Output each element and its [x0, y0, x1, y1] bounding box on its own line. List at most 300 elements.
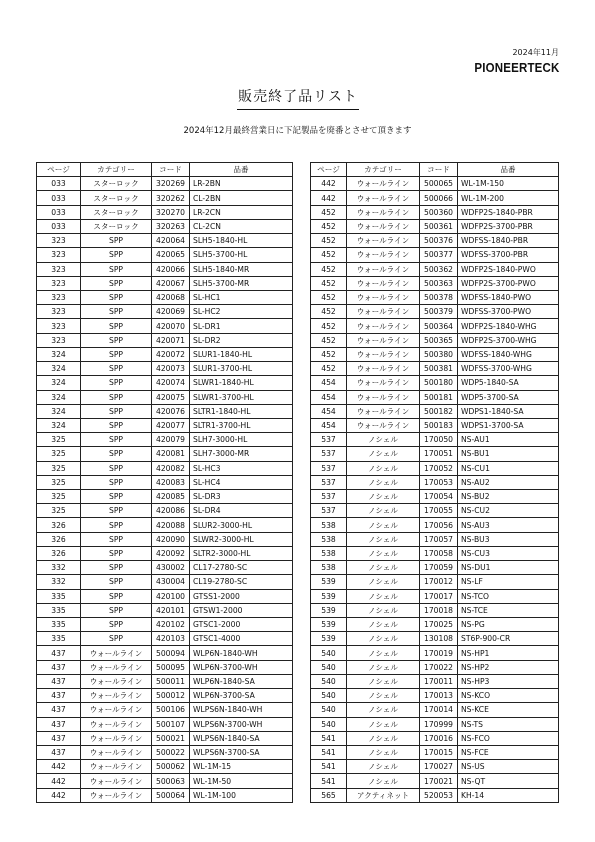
cell-category: ウォールライン: [81, 703, 152, 717]
cell-part-number: WDFP2S-1840-PBR: [458, 205, 559, 219]
cell-part-number: SLTR2-3000-HL: [190, 546, 293, 560]
cell-code: 500376: [420, 234, 458, 248]
table-row: [37, 618, 293, 632]
cell-part-number: NS-BU3: [458, 532, 559, 546]
cell-page: 323: [37, 248, 81, 262]
cell-code: 170013: [420, 689, 458, 703]
cell-part-number: NS-TS: [458, 717, 559, 731]
cell-part-number: WDP5-1840-SA: [458, 376, 559, 390]
table-row: [311, 603, 559, 617]
cell-code: 420085: [152, 490, 190, 504]
cell-code: 500106: [152, 703, 190, 717]
cell-code: 420082: [152, 461, 190, 475]
cell-code: 420092: [152, 546, 190, 560]
cell-code: 420074: [152, 376, 190, 390]
cell-page: 442: [37, 788, 81, 802]
table-row: [311, 561, 559, 575]
cell-code: 320270: [152, 205, 190, 219]
cell-part-number: GTSW1-2000: [190, 603, 293, 617]
cell-category: ノシェル: [347, 660, 420, 674]
cell-code: 420103: [152, 632, 190, 646]
column-header-part-number: 品番: [458, 163, 559, 177]
cell-page: 540: [311, 717, 347, 731]
cell-part-number: WL-1M-100: [190, 788, 293, 802]
cell-code: 170021: [420, 774, 458, 788]
table-row: [37, 447, 293, 461]
cell-category: SPP: [81, 518, 152, 532]
cell-page: 452: [311, 205, 347, 219]
cell-part-number: NS-CU2: [458, 504, 559, 518]
cell-code: 170017: [420, 589, 458, 603]
cell-part-number: SLUR2-3000-HL: [190, 518, 293, 532]
cell-code: 170012: [420, 575, 458, 589]
table-row: [311, 191, 559, 205]
cell-part-number: GTSS1-2000: [190, 589, 293, 603]
cell-category: アクティネット: [347, 788, 420, 802]
cell-part-number: SL-HC2: [190, 305, 293, 319]
cell-code: 420102: [152, 618, 190, 632]
cell-code: 500362: [420, 262, 458, 276]
cell-code: 420076: [152, 404, 190, 418]
cell-part-number: NS-HP2: [458, 660, 559, 674]
cell-code: 170999: [420, 717, 458, 731]
cell-page: 326: [37, 532, 81, 546]
cell-page: 537: [311, 504, 347, 518]
table-row: [37, 276, 293, 290]
cell-category: SPP: [81, 248, 152, 262]
cell-part-number: NS-TCO: [458, 589, 559, 603]
column-header-category: カテゴリー: [347, 163, 420, 177]
cell-category: ノシェル: [347, 561, 420, 575]
cell-part-number: CL-2CN: [190, 219, 293, 233]
cell-page: 335: [37, 603, 81, 617]
cell-page: 335: [37, 618, 81, 632]
cell-category: ウォールライン: [347, 418, 420, 432]
cell-code: 420083: [152, 475, 190, 489]
cell-part-number: WLPS6N-3700-WH: [190, 717, 293, 731]
cell-category: ノシェル: [347, 717, 420, 731]
cell-code: 420066: [152, 262, 190, 276]
cell-category: スターロック: [81, 205, 152, 219]
cell-category: ウォールライン: [81, 646, 152, 660]
table-row: [311, 632, 559, 646]
cell-page: 537: [311, 461, 347, 475]
cell-part-number: NS-KCO: [458, 689, 559, 703]
cell-code: 500360: [420, 205, 458, 219]
cell-part-number: CL17-2780-SC: [190, 561, 293, 575]
cell-page: 324: [37, 418, 81, 432]
table-row: [311, 774, 559, 788]
cell-page: 452: [311, 276, 347, 290]
table-row: [37, 390, 293, 404]
cell-category: ノシェル: [347, 589, 420, 603]
table-row: [311, 461, 559, 475]
table-row: [37, 490, 293, 504]
table-row: [37, 376, 293, 390]
cell-part-number: NS-BU2: [458, 490, 559, 504]
table-row: [311, 418, 559, 432]
cell-code: 500365: [420, 333, 458, 347]
table-row: [37, 745, 293, 759]
cell-category: SPP: [81, 433, 152, 447]
cell-part-number: SLWR1-3700-HL: [190, 390, 293, 404]
cell-code: 500022: [152, 745, 190, 759]
cell-part-number: SLH5-3700-MR: [190, 276, 293, 290]
table-row: [311, 475, 559, 489]
cell-part-number: KH-14: [458, 788, 559, 802]
cell-part-number: NS-PG: [458, 618, 559, 632]
table-row: [37, 262, 293, 276]
cell-code: 420069: [152, 305, 190, 319]
cell-page: 452: [311, 234, 347, 248]
cell-category: ウォールライン: [347, 376, 420, 390]
table-row: [311, 745, 559, 759]
cell-code: 420068: [152, 290, 190, 304]
cell-page: 452: [311, 347, 347, 361]
cell-category: ウォールライン: [81, 717, 152, 731]
cell-code: 170050: [420, 433, 458, 447]
cell-code: 170055: [420, 504, 458, 518]
table-row: [37, 305, 293, 319]
cell-page: 538: [311, 546, 347, 560]
cell-code: 420075: [152, 390, 190, 404]
page-title: 販売終了品リスト: [237, 86, 359, 110]
cell-part-number: SLTR1-1840-HL: [190, 404, 293, 418]
cell-part-number: SLH7-3000-HL: [190, 433, 293, 447]
table-row: [311, 689, 559, 703]
cell-page: 452: [311, 305, 347, 319]
cell-category: ノシェル: [347, 546, 420, 560]
column-header-page: ページ: [37, 163, 81, 177]
cell-category: SPP: [81, 362, 152, 376]
cell-category: ノシェル: [347, 731, 420, 745]
cell-part-number: NS-BU1: [458, 447, 559, 461]
cell-page: 324: [37, 376, 81, 390]
cell-page: 332: [37, 561, 81, 575]
cell-page: 454: [311, 404, 347, 418]
cell-page: 452: [311, 333, 347, 347]
cell-code: 170016: [420, 731, 458, 745]
cell-part-number: WDP5-3700-SA: [458, 390, 559, 404]
cell-category: ウォールライン: [81, 788, 152, 802]
cell-part-number: WDFP2S-1840-PWO: [458, 262, 559, 276]
cell-code: 320262: [152, 191, 190, 205]
table-row: [37, 191, 293, 205]
cell-part-number: NS-CU3: [458, 546, 559, 560]
cell-page: 442: [311, 191, 347, 205]
table-row: [311, 660, 559, 674]
cell-page: 452: [311, 290, 347, 304]
table-row: [37, 234, 293, 248]
table-row: [311, 177, 559, 191]
table-header-row: [37, 163, 293, 177]
cell-part-number: WLP6N-1840-WH: [190, 646, 293, 660]
cell-part-number: NS-DU1: [458, 561, 559, 575]
cell-category: ウォールライン: [347, 177, 420, 191]
table-row: [37, 404, 293, 418]
cell-page: 033: [37, 191, 81, 205]
cell-part-number: SL-HC1: [190, 290, 293, 304]
cell-code: 170053: [420, 475, 458, 489]
table-row: [37, 646, 293, 660]
cell-code: 170015: [420, 745, 458, 759]
column-header-code: コード: [152, 163, 190, 177]
cell-page: 437: [37, 731, 81, 745]
cell-code: 420100: [152, 589, 190, 603]
cell-code: 420073: [152, 362, 190, 376]
cell-page: 540: [311, 646, 347, 660]
cell-category: ウォールライン: [347, 404, 420, 418]
cell-category: SPP: [81, 404, 152, 418]
cell-category: SPP: [81, 376, 152, 390]
cell-code: 500064: [152, 788, 190, 802]
cell-page: 323: [37, 262, 81, 276]
cell-page: 539: [311, 618, 347, 632]
cell-page: 540: [311, 689, 347, 703]
cell-code: 420090: [152, 532, 190, 546]
cell-category: ウォールライン: [347, 234, 420, 248]
table-row: [37, 475, 293, 489]
cell-page: 437: [37, 745, 81, 759]
cell-part-number: WLP6N-3700-WH: [190, 660, 293, 674]
cell-page: 538: [311, 518, 347, 532]
cell-category: SPP: [81, 305, 152, 319]
column-header-category: カテゴリー: [81, 163, 152, 177]
cell-page: 437: [37, 674, 81, 688]
cell-code: 170054: [420, 490, 458, 504]
cell-part-number: WLPS6N-1840-WH: [190, 703, 293, 717]
cell-category: ウォールライン: [81, 774, 152, 788]
cell-part-number: CL-2BN: [190, 191, 293, 205]
cell-category: ウォールライン: [347, 362, 420, 376]
table-row: [311, 404, 559, 418]
cell-part-number: WDFSS-1840-PBR: [458, 234, 559, 248]
cell-category: ノシェル: [347, 433, 420, 447]
cell-page: 326: [37, 518, 81, 532]
cell-page: 565: [311, 788, 347, 802]
cell-code: 500021: [152, 731, 190, 745]
cell-page: 537: [311, 475, 347, 489]
cell-page: 437: [37, 689, 81, 703]
cell-part-number: SLWR1-1840-HL: [190, 376, 293, 390]
cell-page: 539: [311, 589, 347, 603]
cell-code: 500180: [420, 376, 458, 390]
cell-code: 500378: [420, 290, 458, 304]
table-row: [311, 518, 559, 532]
cell-page: 442: [37, 760, 81, 774]
cell-part-number: SL-HC3: [190, 461, 293, 475]
table-row: [311, 376, 559, 390]
cell-page: 326: [37, 546, 81, 560]
cell-category: SPP: [81, 532, 152, 546]
cell-part-number: GTSC1-2000: [190, 618, 293, 632]
table-row: [311, 618, 559, 632]
cell-code: 500011: [152, 674, 190, 688]
cell-page: 437: [37, 660, 81, 674]
brand-logo: PIONEERTECK: [473, 61, 559, 75]
cell-code: 170051: [420, 447, 458, 461]
cell-page: 323: [37, 333, 81, 347]
cell-page: 539: [311, 603, 347, 617]
cell-part-number: NS-FCO: [458, 731, 559, 745]
cell-part-number: SL-DR1: [190, 319, 293, 333]
product-table-left: [36, 162, 293, 803]
cell-code: 420065: [152, 248, 190, 262]
cell-code: 420064: [152, 234, 190, 248]
table-row: [37, 561, 293, 575]
cell-code: 420071: [152, 333, 190, 347]
cell-part-number: WDFP2S-3700-PBR: [458, 219, 559, 233]
cell-category: ノシェル: [347, 745, 420, 759]
table-row: [311, 646, 559, 660]
column-header-page: ページ: [311, 163, 347, 177]
cell-category: SPP: [81, 618, 152, 632]
cell-category: ウォールライン: [347, 248, 420, 262]
cell-page: 325: [37, 447, 81, 461]
cell-category: SPP: [81, 561, 152, 575]
cell-part-number: LR-2CN: [190, 205, 293, 219]
table-row: [311, 717, 559, 731]
cell-page: 325: [37, 490, 81, 504]
table-row: [37, 703, 293, 717]
cell-code: 420077: [152, 418, 190, 432]
cell-part-number: WLPS6N-1840-SA: [190, 731, 293, 745]
cell-category: ノシェル: [347, 490, 420, 504]
cell-code: 170052: [420, 461, 458, 475]
cell-page: 442: [311, 177, 347, 191]
cell-page: 452: [311, 319, 347, 333]
cell-category: ノシェル: [347, 760, 420, 774]
cell-part-number: NS-AU2: [458, 475, 559, 489]
table-row: [311, 205, 559, 219]
cell-category: ウォールライン: [347, 276, 420, 290]
cell-part-number: WL-1M-50: [190, 774, 293, 788]
table-row: [37, 319, 293, 333]
cell-part-number: SL-DR2: [190, 333, 293, 347]
cell-page: 541: [311, 760, 347, 774]
cell-page: 541: [311, 774, 347, 788]
cell-category: ノシェル: [347, 603, 420, 617]
cell-category: ウォールライン: [347, 390, 420, 404]
table-row: [37, 546, 293, 560]
cell-category: ウォールライン: [347, 205, 420, 219]
cell-code: 500062: [152, 760, 190, 774]
table-row: [37, 660, 293, 674]
table-row: [311, 546, 559, 560]
cell-part-number: SLH5-3700-HL: [190, 248, 293, 262]
cell-part-number: SLWR2-3000-HL: [190, 532, 293, 546]
cell-category: SPP: [81, 262, 152, 276]
cell-page: 437: [37, 717, 81, 731]
cell-page: 325: [37, 433, 81, 447]
cell-category: ウォールライン: [347, 191, 420, 205]
cell-category: ノシェル: [347, 447, 420, 461]
table-row: [37, 603, 293, 617]
cell-page: 033: [37, 205, 81, 219]
cell-part-number: SLTR1-3700-HL: [190, 418, 293, 432]
cell-code: 500107: [152, 717, 190, 731]
cell-part-number: NS-KCE: [458, 703, 559, 717]
cell-part-number: WL-1M-150: [458, 177, 559, 191]
cell-category: SPP: [81, 589, 152, 603]
table-row: [311, 248, 559, 262]
table-row: [311, 703, 559, 717]
cell-page: 442: [37, 774, 81, 788]
table-row: [311, 333, 559, 347]
cell-category: ウォールライン: [81, 731, 152, 745]
cell-category: SPP: [81, 347, 152, 361]
cell-category: ウォールライン: [347, 290, 420, 304]
cell-page: 538: [311, 561, 347, 575]
table-row: [37, 248, 293, 262]
cell-code: 170019: [420, 646, 458, 660]
table-row: [37, 575, 293, 589]
table-row: [311, 589, 559, 603]
table-row: [311, 262, 559, 276]
issue-date: 2024年11月: [512, 48, 559, 57]
table-row: [37, 362, 293, 376]
cell-part-number: WDFP2S-1840-WHG: [458, 319, 559, 333]
table-row: [311, 490, 559, 504]
cell-part-number: LR-2BN: [190, 177, 293, 191]
cell-category: ウォールライン: [81, 660, 152, 674]
cell-page: 537: [311, 433, 347, 447]
table-row: [311, 362, 559, 376]
cell-page: 325: [37, 461, 81, 475]
cell-part-number: WLP6N-1840-SA: [190, 674, 293, 688]
cell-page: 452: [311, 362, 347, 376]
table-row: [311, 447, 559, 461]
table-row: [311, 305, 559, 319]
cell-page: 452: [311, 248, 347, 262]
table-row: [311, 290, 559, 304]
cell-part-number: WL-1M-200: [458, 191, 559, 205]
cell-code: 170059: [420, 561, 458, 575]
cell-part-number: SLH5-1840-MR: [190, 262, 293, 276]
cell-part-number: WDPS1-3700-SA: [458, 418, 559, 432]
table-row: [37, 674, 293, 688]
table-row: [37, 333, 293, 347]
cell-page: 323: [37, 290, 81, 304]
column-header-code: コード: [420, 163, 458, 177]
table-row: [37, 589, 293, 603]
cell-page: 437: [37, 703, 81, 717]
table-row: [37, 347, 293, 361]
table-row: [37, 518, 293, 532]
cell-page: 323: [37, 276, 81, 290]
table-row: [311, 788, 559, 802]
cell-page: 324: [37, 404, 81, 418]
cell-category: ウォールライン: [347, 262, 420, 276]
cell-category: SPP: [81, 319, 152, 333]
cell-code: 170058: [420, 546, 458, 560]
table-row: [37, 760, 293, 774]
cell-code: 420072: [152, 347, 190, 361]
table-row: [311, 319, 559, 333]
cell-code: 420081: [152, 447, 190, 461]
product-table-right: [310, 162, 559, 803]
cell-code: 500182: [420, 404, 458, 418]
cell-category: ノシェル: [347, 461, 420, 475]
discontinuation-notice: 2024年12月最終営業日に下記製品を廃番とさせて頂きます: [183, 126, 412, 136]
table-row: [311, 575, 559, 589]
cell-code: 500095: [152, 660, 190, 674]
cell-part-number: WLPS6N-3700-SA: [190, 745, 293, 759]
cell-category: SPP: [81, 276, 152, 290]
cell-part-number: WDFSS-3700-WHG: [458, 362, 559, 376]
cell-part-number: NS-US: [458, 760, 559, 774]
cell-code: 170025: [420, 618, 458, 632]
